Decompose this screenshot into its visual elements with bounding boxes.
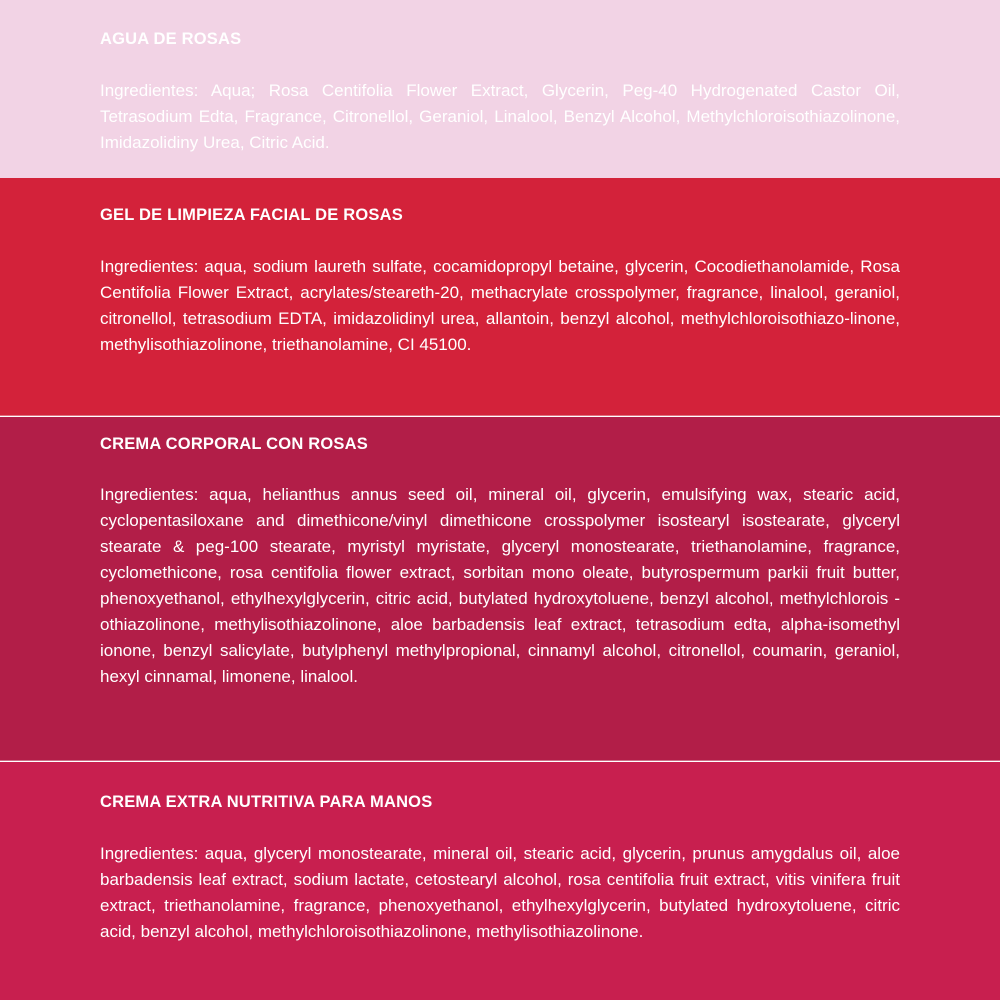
- section-title: CREMA EXTRA NUTRITIVA PARA MANOS: [100, 793, 433, 811]
- ingredients-text: Ingredientes: Aqua; Rosa Centifolia Flower Extract, Glycerin, Peg-40 Hydrogenated Castor Oil, Tetrasodium Edta, Fragrance, Citronellol, Geraniol, Linalool, Benzyl Alcohol, Methylchloroisothiazolinone, Imidazolidiny Urea, Citric Acid.: [100, 81, 900, 152]
- section-title: GEL DE LIMPIEZA FACIAL DE ROSAS: [100, 206, 403, 224]
- section-title: CREMA CORPORAL CON ROSAS: [100, 435, 368, 453]
- section-agua-de-rosas: [0, 0, 1000, 178]
- section-gel-limpieza-facial: [0, 178, 1000, 416]
- ingredients-text: Ingredientes: aqua, helianthus annus seed oil, mineral oil, glycerin, emulsifying wax, stearic acid, cyclopentasiloxane and dimethicone/vinyl dimethicone crosspolymer isostearyl isostearate, glyceryl stearate & peg-100 stearate, myristyl myristate, glyceryl monostearate, triethanolamine, fragrance, cyclomethicone, rosa centifolia flower extract, sorbitan mono oleate, butyrospermum parkii fruit butter, phenoxyethanol, ethylhexylglycerin, citric acid, butylated hydroxytoluene, benzyl alcohol, methylchlorois - othiazolinone, methylisothiazolinone, aloe barbadensis leaf extract, tetrasodium edta, alpha-isomethyl ionone, benzyl salicylate, butylphenyl methylpropional, cinnamyl alcohol, citronellol, coumarin, geraniol, hexyl cinnamal, limonene, linalool.: [100, 485, 900, 686]
- section-crema-corporal: [0, 417, 1000, 761]
- section-title: AGUA DE ROSAS: [100, 30, 242, 48]
- ingredients-text: Ingredientes: aqua, glyceryl monostearate, mineral oil, stearic acid, glycerin, prunus amygdalus oil, aloe barbadensis leaf extract, sodium lactate, cetostearyl alcohol, rosa centifolia fruit extract, vitis vinifera fruit extract, triethanolamine, fragrance, phenoxyethanol, ethylhexylglycerin, butylated hydroxytoluene, citric acid, benzyl alcohol, methylchloroisothiazolinone, methylisothiazolinone.: [100, 844, 900, 941]
- section-crema-manos: [0, 762, 1000, 1000]
- ingredients-text: Ingredientes: aqua, sodium laureth sulfate, cocamidopropyl betaine, glycerin, Cocodiethanolamide, Rosa Centifolia Flower Extract, acrylates/steareth-20, methacrylate crosspolymer, fragrance, linalool, geraniol, citronellol, tetrasodium EDTA, imidazolidinyl urea, allantoin, benzyl alcohol, methylchloroisothiazo-linone, methylisothiazolinone, triethanolamine, CI 45100.: [100, 257, 900, 354]
